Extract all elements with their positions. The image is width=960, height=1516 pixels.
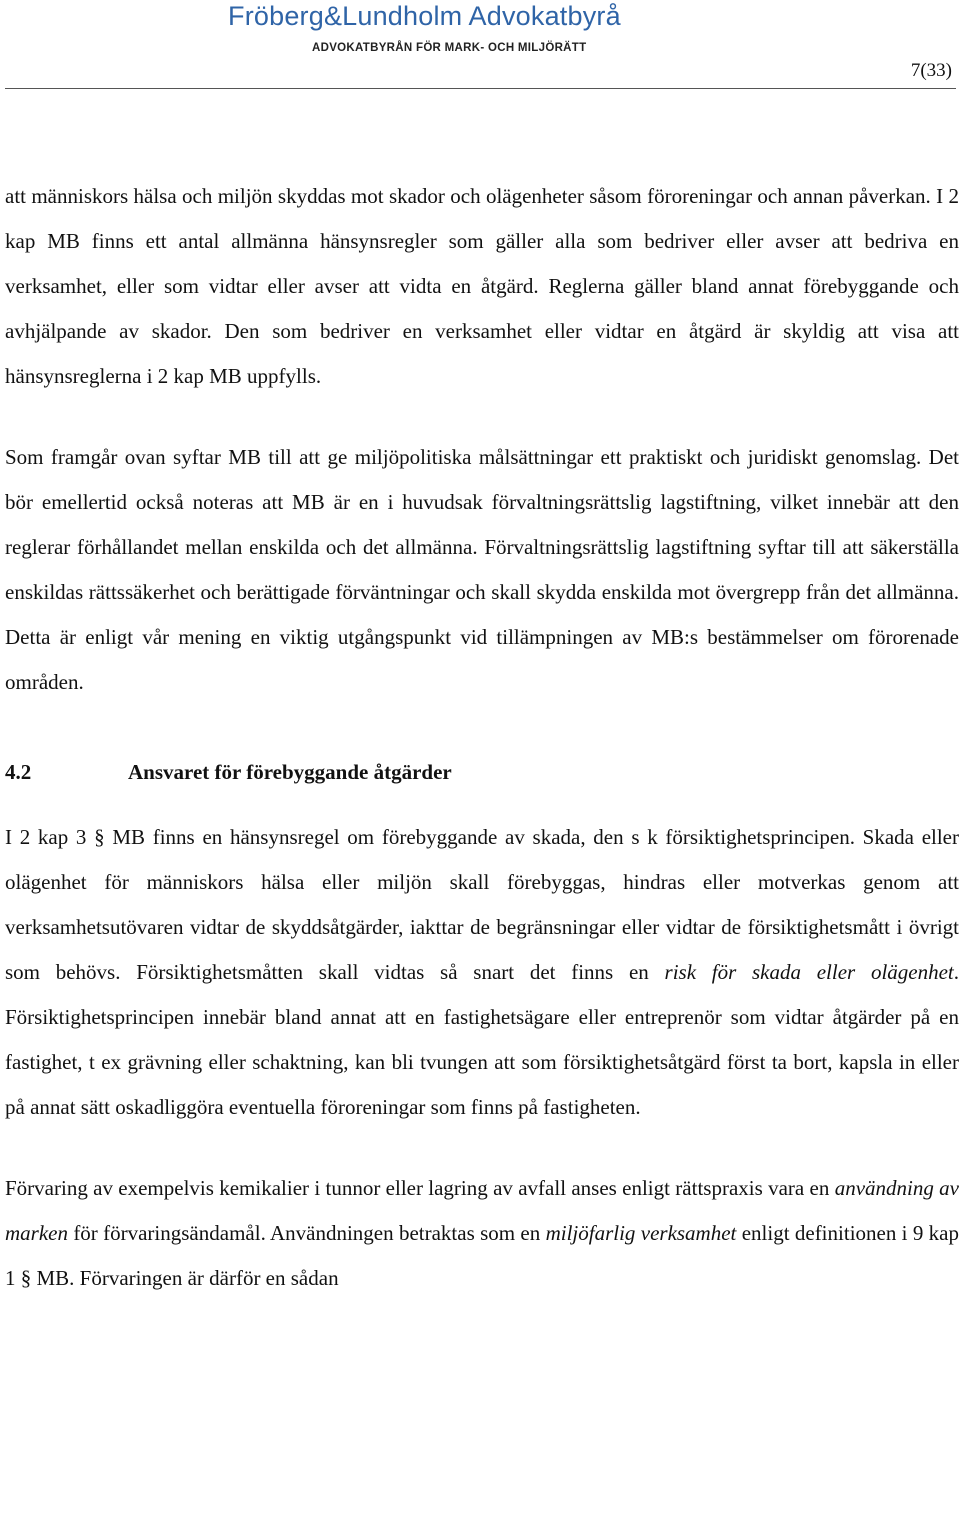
firm-logo (228, 0, 621, 54)
section-number: 4.2 (5, 760, 32, 784)
firm-name: Fröberg&Lundholm Advokatbyrå (228, 1, 621, 31)
section-heading (5, 759, 959, 785)
page-number: 7(33) (910, 60, 952, 81)
paragraph-syfte: Som framgår ovan syftar MB till att ge miljöpolitiska målsättningar ett praktiskt och juridiskt genomslag. Det bör emellertid också noteras att MB är en i huvudsak förvaltningsrättslig lagstiftning, vilket innebär att den reglerar förhållandet mellan enskilda och det allmänna. Förvaltningsrättslig lagstiftning syftar till att säkerställa enskildas rättssäkerhet och berättigade förväntningar och skall skydda enskilda mot övergrepp från det allmänna. Detta är enligt vår mening en viktig utgångspunkt vid tillämpningen av MB:s bestämmelser om förorenade områden. (5, 445, 959, 694)
paragraph-forsiktighetsprincipen (5, 815, 959, 1130)
text-run: Förvaring av exempelvis kemikalier i tunnor eller lagring av avfall anses enligt rättspraxis vara en (5, 1176, 835, 1200)
header-divider (5, 88, 956, 89)
firm-tagline: ADVOKATBYRÅN FÖR MARK- OCH MILJÖRÄTT (312, 42, 587, 54)
paragraph-forvaring (5, 1166, 959, 1301)
paragraph-hansynsregler: att människors hälsa och miljön skyddas mot skador och olägenheter såsom föroreningar och annan påverkan. I 2 kap MB finns ett antal allmänna hänsynsregler som gäller alla som bedriver eller avser att bedriva en verksamhet, eller som vidtar eller avser att vidta en åtgärd. Reglerna gäller bland annat förebyggande och avhjälpande av skador. Den som bedriver en verksamhet eller vidtar en åtgärd är skyldig att visa att hänsynsreglerna i 2 kap MB uppfylls. (5, 184, 959, 388)
italic-text-run: miljöfarlig verksamhet (545, 1221, 737, 1245)
text-run: för förvaringsändamål. Användningen betraktas som en (67, 1221, 546, 1245)
text-run: enligt definitionen i 9 kap 1 § MB. Förvaringen är därför en sådan (5, 1221, 959, 1290)
document-body (5, 174, 959, 1301)
text-run: I 2 kap 3 § MB finns en hänsynsregel om förebyggande av skada, den s k försiktighetsprincipen. Skada eller olägenhet för människors hälsa eller miljön skall förebyggas, hindras eller motverkas genom att verksamhetsutövaren vidtar de skyddsåtgärder, iakttar de begränsningar eller vidtar de försiktighetsmått i övrigt som behövs. Försiktighetsmåtten skall vidtas så snart det finns en (5, 825, 959, 984)
text-run: . Försiktighetsprincipen innebär bland annat att en fastighetsägare eller entreprenör som vidtar åtgärder på en fastighet, t ex grävning eller schaktning, kan bli tvungen att som försiktighetsåtgärd först ta bort, kapsla in eller på annat sätt oskadliggöra eventuella föroreningar som finns på fastigheten. (5, 960, 960, 1119)
italic-text-run: användning av marken (5, 1176, 959, 1245)
section-title: Ansvaret för förebyggande åtgärder (128, 760, 452, 784)
italic-text-run: risk för skada eller olägenhet (664, 960, 954, 984)
